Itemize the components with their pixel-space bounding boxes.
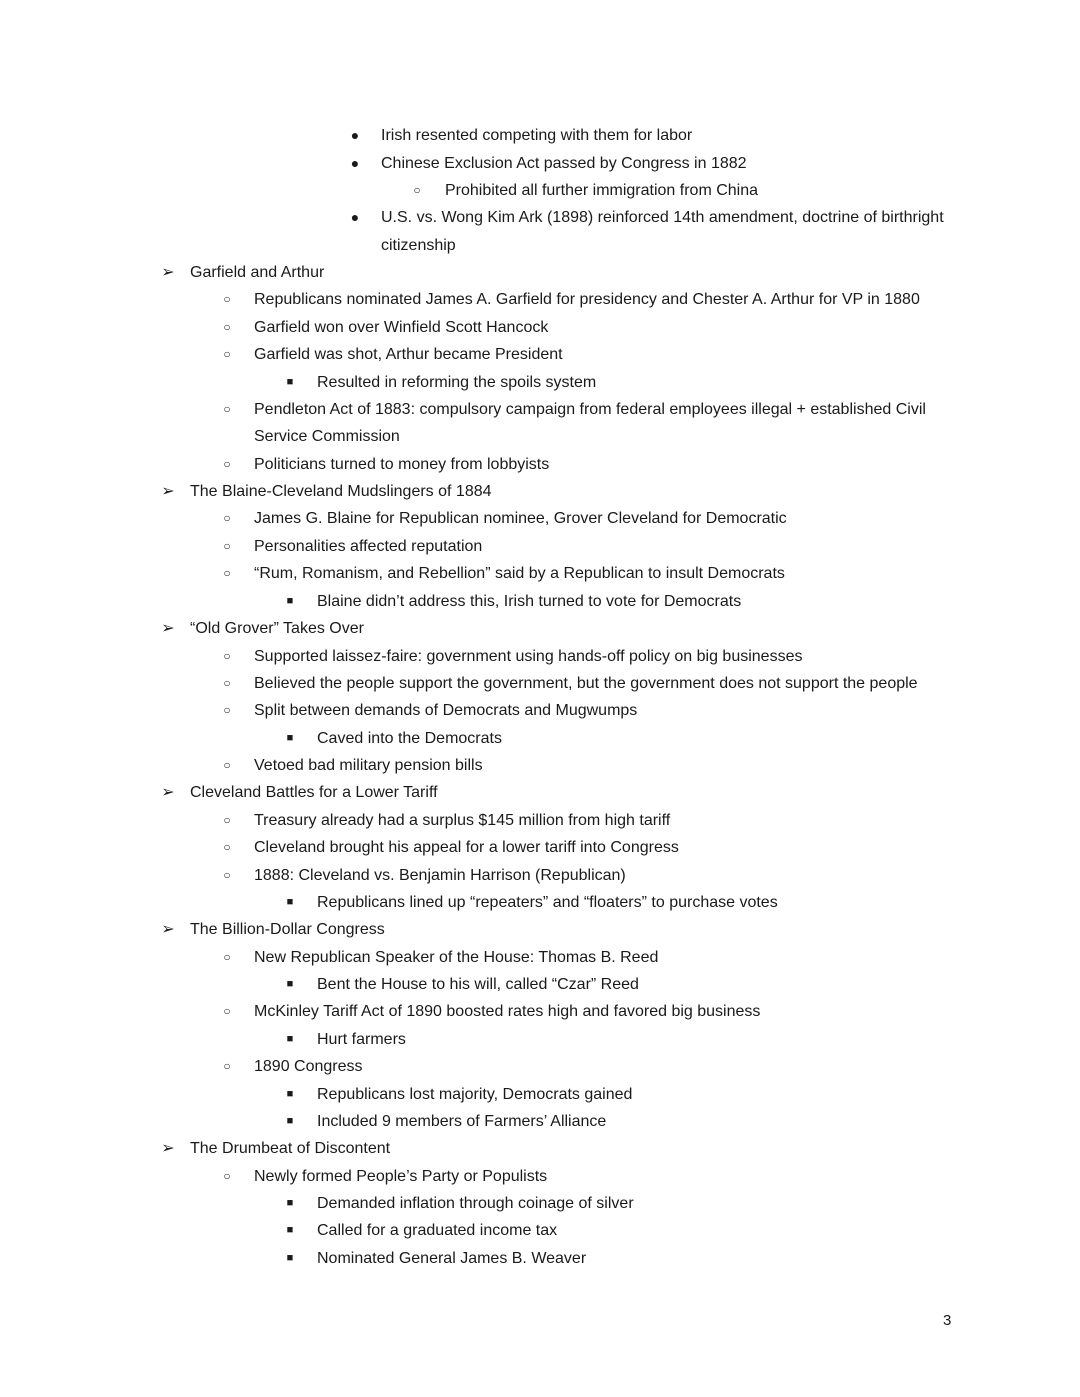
bullet-icon: ● [350, 209, 360, 225]
hollow-circle-icon: ○ [413, 183, 421, 197]
arrow-bullet-icon: ➢ [161, 1140, 175, 1157]
hollow-circle-icon: ○ [223, 1169, 231, 1183]
document-page: ● Irish resented competing with them for labor ● Chinese Exclusion Act passed by Congress in 1882 ○ Prohibited all further immigration from China ● U.S. vs. Wong Kim Ark (1898) reinforced 14th amendment, doctrine of birthright citizenship ➢ Garfield and Arthur ○ Republicans nominated James A. Garfield for presidency and Chester A. Arthur for VP in 1880 ○ Garfield won over Winfield Scott Hancock ○ Garfield was shot, Arthur became President ■ Resulted in reforming the spoils system ○ Pendleton Act of 1883: compulsory campaign from federal employees illegal + established Civil Service Commission ○ Politicians turned to money from lobbyists ➢ The Blaine-Cleveland Mudslingers of 1884 ○ James G. Blaine for Republican nominee, Grover Cleveland for Democratic ○ Personalities affected reputation ○ “Rum, Romanism, and Rebellion” said by a Republican to insult Democrats ■ Blaine didn’t address this, Irish turned to vote for Democrats ➢ “Old Grover” Takes Over ○ Supported laissez-faire: government using hands-off policy on big businesses ○ Believed the people support the government, but the government does not support the people ○ Split between demands of Democrats and Mugwumps ■ Caved into the Democrats ○ Vetoed bad military pension bills ➢ Cleveland Battles for a Lower Tariff ○ Treasury already had a surplus $145 million from high tariff ○ Cleveland brought his appeal for a lower tariff into Congress ○ 1888: Cleveland vs. Benjamin Harrison (Republican) ■ Republicans lined up “repeaters” and “floaters” to purchase votes ➢ The Billion-Dollar Congress ○ New Republican Speaker of the House: Thomas B. Reed ■ Bent the House to his will, called “Czar” Reed ○ McKinley Tariff Act of 1890 boosted rates high and favored big business ■ Hurt farmers ○ 1890 Congress ■ Republicans lost majority, Democrats gained ■ Included 9 members of Farmers’ Alliance ➢ The Drumbeat of Discontent ○ Newly formed People’s Party or Populists ■ Demanded inflation through coinage of silver ■ Called for a graduated income tax ■ Nominated General James B. Weaver 3 [0, 0, 1080, 1397]
arrow-bullet-icon: ➢ [161, 483, 175, 500]
hollow-circle-icon: ○ [223, 320, 231, 334]
hollow-circle-icon: ○ [223, 758, 231, 772]
hollow-circle-icon: ○ [223, 649, 231, 663]
hollow-circle-icon: ○ [223, 703, 231, 717]
hollow-circle-icon: ○ [223, 1004, 231, 1018]
square-bullet-icon: ■ [286, 1224, 294, 1236]
hollow-circle-icon: ○ [223, 950, 231, 964]
arrow-bullet-icon: ➢ [161, 620, 175, 637]
hollow-circle-icon: ○ [223, 511, 231, 525]
arrow-bullet-icon: ➢ [161, 264, 175, 281]
hollow-circle-icon: ○ [223, 539, 231, 553]
square-bullet-icon: ■ [286, 978, 294, 990]
square-bullet-icon: ■ [286, 1197, 294, 1209]
bullet-icon: ● [350, 127, 360, 143]
square-bullet-icon: ■ [286, 1088, 294, 1100]
hollow-circle-icon: ○ [223, 566, 231, 580]
hollow-circle-icon: ○ [223, 292, 231, 306]
square-bullet-icon: ■ [286, 896, 294, 908]
hollow-circle-icon: ○ [223, 457, 231, 471]
square-bullet-icon: ■ [286, 732, 294, 744]
square-bullet-icon: ■ [286, 1115, 294, 1127]
hollow-circle-icon: ○ [223, 347, 231, 361]
bullet-icon: ● [350, 155, 360, 171]
arrow-bullet-icon: ➢ [161, 921, 175, 938]
hollow-circle-icon: ○ [223, 1059, 231, 1073]
square-bullet-icon: ■ [286, 376, 294, 388]
hollow-circle-icon: ○ [223, 676, 231, 690]
hollow-circle-icon: ○ [223, 840, 231, 854]
arrow-bullet-icon: ➢ [161, 784, 175, 801]
square-bullet-icon: ■ [286, 1252, 294, 1264]
page-number: 3 [943, 1312, 952, 1329]
hollow-circle-icon: ○ [223, 813, 231, 827]
hollow-circle-icon: ○ [223, 402, 231, 416]
square-bullet-icon: ■ [286, 1033, 294, 1045]
hollow-circle-icon: ○ [223, 868, 231, 882]
square-bullet-icon: ■ [286, 595, 294, 607]
